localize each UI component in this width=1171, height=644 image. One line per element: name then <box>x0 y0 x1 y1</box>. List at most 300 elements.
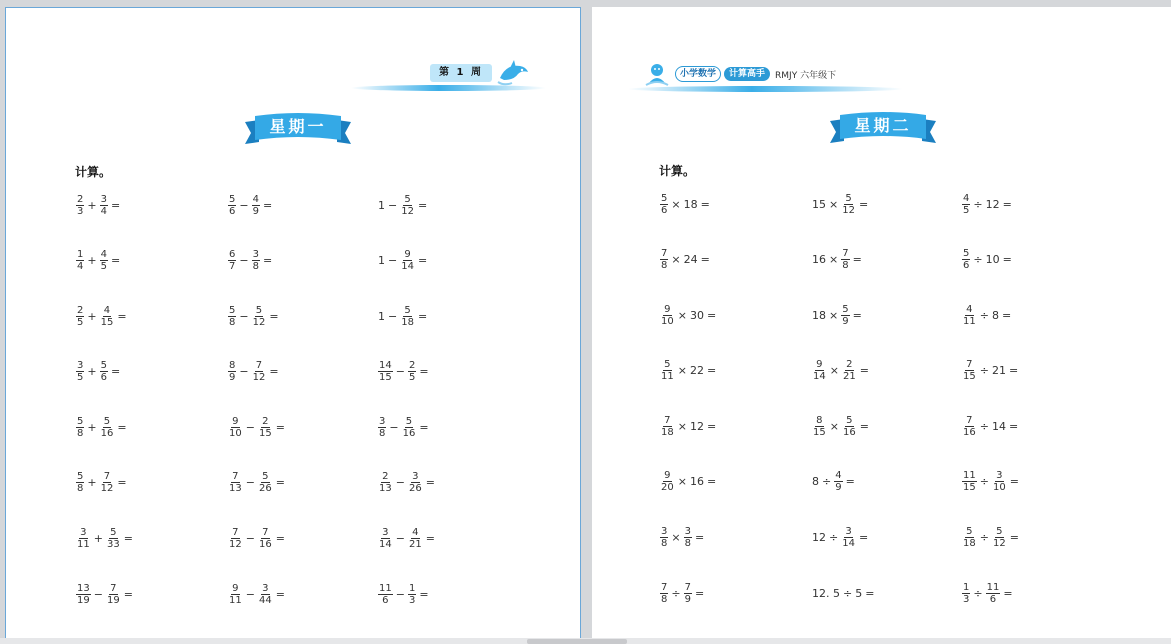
operator: = <box>1002 253 1012 267</box>
mascot-icon <box>644 61 670 87</box>
fraction <box>100 305 115 328</box>
fraction <box>841 304 849 327</box>
exercise-row <box>75 302 555 358</box>
fraction <box>378 583 393 606</box>
numerator: 14 <box>379 360 392 372</box>
numerator: 2 <box>262 415 269 427</box>
exercise-item <box>227 191 274 219</box>
numerator: 3 <box>100 193 107 205</box>
operator: = <box>1009 531 1019 545</box>
denominator: 4 <box>100 205 107 217</box>
fraction <box>834 470 842 493</box>
numerator: 5 <box>262 471 269 483</box>
operator: × <box>671 253 681 267</box>
numerator: 4 <box>252 193 259 205</box>
fraction <box>252 194 260 217</box>
fraction <box>106 583 121 606</box>
fraction <box>660 526 668 549</box>
operator: = <box>275 476 285 490</box>
fraction <box>76 305 84 328</box>
denominator: 13 <box>229 483 242 495</box>
exercise-item <box>75 358 122 386</box>
number: 30 <box>689 308 704 322</box>
operator: ÷ <box>829 531 839 545</box>
denominator: 8 <box>661 593 668 605</box>
fraction <box>842 415 857 438</box>
fraction <box>228 416 243 439</box>
fraction <box>962 359 977 382</box>
exercise-row <box>75 247 555 303</box>
operator: = <box>117 420 127 434</box>
numerator: 8 <box>229 360 236 372</box>
brand-book: 计算高手 <box>724 67 770 81</box>
exercise-item <box>75 247 122 275</box>
exercise-item <box>377 469 437 497</box>
exercise-row <box>659 190 1139 246</box>
fraction <box>992 526 1007 549</box>
fraction <box>408 583 416 606</box>
denominator: 8 <box>252 261 259 273</box>
operator: = <box>419 365 429 379</box>
fraction <box>258 471 273 494</box>
number: 8 <box>812 475 819 489</box>
operator: + <box>87 309 97 323</box>
exercise-item <box>227 469 287 497</box>
operator: ÷ <box>822 475 832 489</box>
numerator: 9 <box>664 470 671 482</box>
exercise-item <box>75 302 129 330</box>
fraction <box>378 360 393 383</box>
exercise-item <box>961 579 1015 607</box>
fraction <box>962 582 970 605</box>
denominator: 8 <box>379 427 386 439</box>
operator: = <box>700 253 710 267</box>
operator: − <box>395 532 405 546</box>
fraction <box>76 360 84 383</box>
numerator: 9 <box>816 359 823 371</box>
operator: = <box>706 308 717 322</box>
numerator: 5 <box>664 359 671 371</box>
operator: = <box>694 586 705 600</box>
operator: − <box>395 365 405 379</box>
numerator: 7 <box>664 414 671 426</box>
exercise-row <box>659 246 1139 302</box>
numerator: 7 <box>684 581 691 593</box>
denominator: 8 <box>77 483 84 495</box>
operator: − <box>245 532 255 546</box>
fraction <box>400 249 415 272</box>
denominator: 16 <box>842 426 856 438</box>
denominator: 5 <box>77 372 84 384</box>
numerator: 5 <box>77 471 84 483</box>
number: 12. 5 <box>812 586 840 600</box>
operator: ÷ <box>979 475 989 489</box>
fraction <box>378 471 393 494</box>
numerator: 3 <box>252 249 259 261</box>
denominator: 13 <box>379 483 392 495</box>
day-ribbon <box>245 112 351 144</box>
denominator: 12 <box>252 372 266 384</box>
fraction <box>986 582 1001 605</box>
numerator: 2 <box>382 471 389 483</box>
exercise-item <box>377 191 429 219</box>
numerator: 5 <box>229 193 236 205</box>
denominator: 10 <box>992 482 1006 494</box>
fraction <box>76 527 91 550</box>
exercise-item <box>811 468 857 496</box>
denominator: 15 <box>379 372 392 384</box>
numerator: 4 <box>100 249 107 261</box>
denominator: 6 <box>382 594 389 606</box>
numerator: 5 <box>661 192 668 204</box>
operator: − <box>239 365 249 379</box>
exercise-item <box>227 580 287 608</box>
fraction <box>660 248 668 271</box>
numerator: 4 <box>412 527 419 539</box>
numerator: 1 <box>963 581 970 593</box>
exercise-item <box>659 301 718 329</box>
operator: − <box>389 420 399 434</box>
operator: = <box>123 587 133 601</box>
exercise-row <box>659 412 1139 468</box>
operator: = <box>1009 475 1019 489</box>
operator: × <box>677 419 687 433</box>
denominator: 5 <box>408 372 416 384</box>
operator: × <box>671 531 681 545</box>
exercise-item <box>75 525 135 553</box>
numerator: 3 <box>80 527 87 539</box>
operator: = <box>845 475 855 489</box>
fraction <box>100 416 115 439</box>
fraction <box>962 415 977 438</box>
denominator: 14 <box>842 538 855 550</box>
denominator: 26 <box>408 483 422 495</box>
operator: = <box>1008 419 1019 433</box>
fraction <box>660 582 668 605</box>
operator: ÷ <box>979 308 989 322</box>
operator: = <box>417 309 428 323</box>
brand-grade: RMJY 六年级下 <box>775 70 837 81</box>
denominator: 8 <box>229 316 236 328</box>
fraction <box>252 360 267 383</box>
number: 16 <box>812 253 826 267</box>
day-title: 星期二 <box>854 116 912 135</box>
operator: = <box>865 586 875 600</box>
numerator: 7 <box>966 359 973 371</box>
numerator: 3 <box>661 526 668 538</box>
fraction <box>76 583 91 606</box>
numerator: 5 <box>100 360 107 372</box>
exercise-item <box>659 190 712 218</box>
numerator: 5 <box>255 304 263 316</box>
number: 12 <box>812 531 826 545</box>
numerator: 9 <box>664 303 671 315</box>
denominator: 10 <box>661 315 674 327</box>
exercise-item <box>75 469 129 497</box>
exercise-grid <box>75 191 555 636</box>
numerator: 2 <box>77 304 84 316</box>
exercise-item <box>227 413 287 441</box>
fraction <box>684 526 692 549</box>
exercise-item <box>377 247 429 275</box>
fraction <box>400 194 415 217</box>
number: 14 <box>991 419 1006 433</box>
denominator: 21 <box>408 539 422 551</box>
operator: = <box>859 419 869 433</box>
exercise-item <box>227 247 274 275</box>
instruction: 计算。 <box>659 164 696 178</box>
exercise-item <box>377 413 431 441</box>
fraction <box>378 527 393 550</box>
number: 10 <box>985 253 1000 267</box>
exercise-item <box>659 524 706 552</box>
fraction <box>812 359 827 382</box>
fraction <box>100 471 115 494</box>
operator: = <box>123 532 133 546</box>
operator: − <box>239 309 249 323</box>
denominator: 18 <box>963 538 976 550</box>
series-brand <box>644 65 836 83</box>
exercise-row <box>659 579 1139 635</box>
denominator: 19 <box>77 594 90 606</box>
operator: + <box>87 254 97 268</box>
numerator: 9 <box>404 249 411 261</box>
operator: = <box>1002 197 1012 211</box>
fraction <box>228 360 236 383</box>
exercise-item <box>75 413 129 441</box>
fraction <box>841 248 849 271</box>
fraction <box>660 359 675 382</box>
exercise-item <box>377 358 431 386</box>
denominator: 14 <box>401 261 414 273</box>
fraction <box>408 527 423 550</box>
exercise-row <box>659 468 1139 524</box>
fraction <box>228 249 236 272</box>
numerator: 4 <box>835 470 842 482</box>
denominator: 9 <box>684 593 691 605</box>
operator: = <box>417 254 428 268</box>
exercise-item <box>377 580 431 608</box>
fraction <box>76 416 84 439</box>
fraction <box>228 471 243 494</box>
week-tag: 第 1 周 <box>430 64 492 82</box>
operator: = <box>417 198 428 212</box>
operator: ÷ <box>973 197 983 211</box>
number: 21 <box>991 364 1006 378</box>
number: 12 <box>689 419 704 433</box>
denominator: 12 <box>842 204 855 216</box>
operator: − <box>245 476 255 490</box>
denominator: 4 <box>77 261 84 273</box>
numerator: 5 <box>996 526 1003 538</box>
numerator: 7 <box>255 360 263 372</box>
operator: ÷ <box>979 531 989 545</box>
denominator: 15 <box>963 482 976 494</box>
fraction <box>962 526 977 549</box>
fraction <box>258 416 273 439</box>
operator: = <box>275 532 285 546</box>
operator: ÷ <box>671 586 681 600</box>
operator: ÷ <box>973 586 983 600</box>
denominator: 3 <box>408 594 416 606</box>
number: 5 <box>855 586 863 600</box>
numerator: 3 <box>382 527 389 539</box>
denominator: 9 <box>252 205 259 217</box>
numerator: 5 <box>405 415 413 427</box>
numerator: 8 <box>816 414 823 426</box>
number: 22 <box>689 364 704 378</box>
fraction <box>228 527 243 550</box>
exercise-row <box>659 301 1139 357</box>
number: 1 <box>378 254 385 268</box>
fraction <box>258 527 273 550</box>
denominator: 16 <box>258 539 272 551</box>
exercise-item <box>811 579 876 607</box>
fraction <box>962 304 977 327</box>
exercise-item <box>659 579 706 607</box>
fraction <box>76 471 84 494</box>
fraction <box>962 193 970 216</box>
denominator: 5 <box>963 204 970 216</box>
number: 24 <box>683 253 698 267</box>
numerator: 7 <box>661 248 668 260</box>
operator: = <box>425 476 435 490</box>
fraction <box>684 582 692 605</box>
denominator: 33 <box>106 539 120 551</box>
numerator: 5 <box>846 414 853 426</box>
fraction <box>660 470 675 493</box>
operator: − <box>388 198 398 212</box>
number: 15 <box>812 197 826 211</box>
fraction <box>660 415 675 438</box>
fraction <box>76 194 84 217</box>
denominator: 21 <box>842 371 856 383</box>
denominator: 9 <box>835 482 842 494</box>
exercise-item <box>811 524 870 552</box>
denominator: 5 <box>77 316 84 328</box>
denominator: 16 <box>100 427 114 439</box>
numerator: 13 <box>77 582 90 594</box>
exercise-item <box>659 357 718 385</box>
operator: + <box>93 532 103 546</box>
denominator: 20 <box>661 482 674 494</box>
numerator: 2 <box>408 360 416 372</box>
denominator: 11 <box>661 371 674 383</box>
right-page <box>592 7 1171 644</box>
operator: = <box>859 364 869 378</box>
exercise-item <box>227 525 287 553</box>
denominator: 14 <box>379 539 392 551</box>
fraction <box>100 360 108 383</box>
denominator: 12 <box>252 316 266 328</box>
denominator: 18 <box>661 426 674 438</box>
number: 12 <box>985 197 1000 211</box>
exercise-item <box>659 468 718 496</box>
exercise-grid <box>659 190 1139 635</box>
exercise-row <box>75 191 555 247</box>
number: 18 <box>812 308 826 322</box>
numerator: 2 <box>77 193 84 205</box>
numerator: 7 <box>103 471 111 483</box>
operator: + <box>87 476 97 490</box>
numerator: 5 <box>77 415 84 427</box>
scrollbar-thumb[interactable] <box>527 639 627 644</box>
denominator: 19 <box>106 594 120 606</box>
exercise-item <box>961 190 1014 218</box>
denominator: 8 <box>684 538 691 550</box>
denominator: 10 <box>229 427 242 439</box>
operator: = <box>262 198 273 212</box>
operator: ÷ <box>973 253 983 267</box>
denominator: 8 <box>842 260 849 272</box>
denominator: 15 <box>258 427 272 439</box>
operator: ÷ <box>979 419 989 433</box>
exercise-row <box>75 525 555 581</box>
denominator: 11 <box>77 539 90 551</box>
exercise-item <box>961 301 1013 329</box>
numerator: 7 <box>232 527 239 539</box>
numerator: 9 <box>232 582 239 594</box>
exercise-item <box>227 358 281 386</box>
exercise-item <box>811 246 864 274</box>
operator: × <box>677 475 687 489</box>
numerator: 9 <box>232 415 239 427</box>
numerator: 3 <box>412 471 419 483</box>
day-title: 星期一 <box>269 117 327 136</box>
operator: = <box>117 309 127 323</box>
denominator: 14 <box>813 371 826 383</box>
operator: − <box>388 254 398 268</box>
exercise-item <box>811 412 871 440</box>
denominator: 12 <box>401 205 414 217</box>
denominator: 44 <box>258 594 272 606</box>
operator: = <box>419 587 429 601</box>
denominator: 8 <box>661 538 668 550</box>
denominator: 16 <box>963 426 976 438</box>
numerator: 1 <box>77 249 84 261</box>
operator: − <box>93 587 103 601</box>
instruction: 计算。 <box>75 165 112 179</box>
operator: = <box>706 364 717 378</box>
fraction <box>76 249 84 272</box>
brand-series: 小学数学 <box>675 66 721 82</box>
fraction <box>252 305 267 328</box>
numerator: 5 <box>963 248 970 260</box>
denominator: 11 <box>963 315 976 327</box>
numerator: 5 <box>966 526 973 538</box>
exercise-row <box>659 357 1139 413</box>
operator: ÷ <box>843 586 853 600</box>
operator: − <box>245 587 255 601</box>
operator: × <box>677 308 687 322</box>
exercise-row <box>75 358 555 414</box>
fraction <box>660 193 668 216</box>
operator: = <box>1003 586 1013 600</box>
operator: = <box>110 365 121 379</box>
denominator: 7 <box>229 261 236 273</box>
operator: = <box>1001 308 1012 322</box>
numerator: 4 <box>966 303 973 315</box>
operator: + <box>87 420 97 434</box>
denominator: 6 <box>661 204 668 216</box>
fraction <box>841 193 856 216</box>
operator: − <box>239 254 249 268</box>
operator: = <box>117 476 127 490</box>
denominator: 9 <box>842 315 849 327</box>
exercise-item <box>961 468 1021 496</box>
fraction <box>812 415 827 438</box>
denominator: 8 <box>661 260 668 272</box>
